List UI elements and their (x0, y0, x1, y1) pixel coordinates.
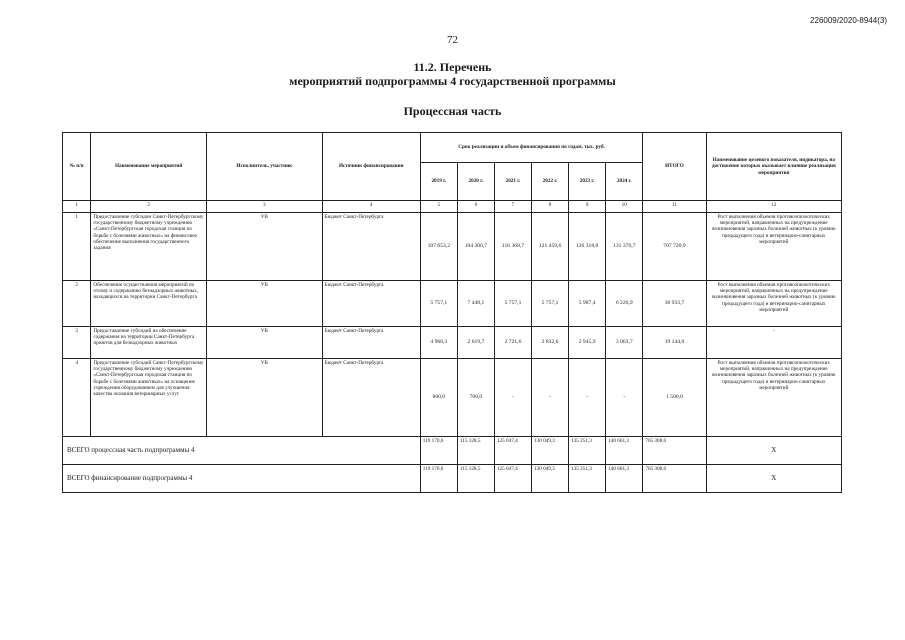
header-year: 2019 г. (420, 163, 457, 201)
index-cell: 11 (643, 201, 706, 213)
index-cell: 10 (606, 201, 643, 213)
index-cell: 12 (706, 201, 841, 213)
amount-cell: 7 448,1 (457, 281, 494, 327)
header-year: 2020 г. (457, 163, 494, 201)
amount-cell: 121 459,6 (532, 213, 569, 281)
amount-cell: - (606, 359, 643, 437)
funding-source: Бюджет Санкт-Петербурга (322, 213, 420, 281)
row-total: 1 500,0 (643, 359, 706, 437)
total-process-row (63, 437, 842, 465)
executor: УВ (206, 327, 322, 359)
document-id: 226009/2020-8944(3) (810, 16, 887, 25)
indicator: Рост выполнения объемов противоэпизоотических мероприятий, направленных на предупреждение возникновения заразных болезней животных (к уровню предыдущего года) и ветеринарно-санитарных мероприятий (706, 213, 841, 281)
amount-cell: - (532, 359, 569, 437)
amount-cell: - (494, 359, 531, 437)
row-number: 3 (63, 327, 91, 359)
total-financing-label: ВСЕГО финансирование подпрограммы 4 (63, 465, 421, 493)
total-amount: 130 049,3 (532, 437, 569, 465)
amount-cell: 104 300,7 (457, 213, 494, 281)
row-number: 2 (63, 281, 91, 327)
indicator: Рост выполнения объемов противоэпизоотических мероприятий, направленных на предупреждение возникновения заразных болезней животных (к уровню предыдущего года) и ветеринарно-санитарных мероприятий (706, 359, 841, 437)
total-amount: 119 170,6 (420, 437, 457, 465)
activity-name: Предоставление субсидии Санкт-Петербургскому государственному бюджетному учреждению «Санкт-Петербургская городская станция по борьбе с болезнями животных» на финансовое обеспечение выполнения государственного задания (91, 213, 207, 281)
activity-name: Обеспечение осуществления мероприятий по отлову и содержанию безнадзорных животных, находящихся на территории Санкт-Петербурга (91, 281, 207, 327)
indicator: Рост выполнения объемов противоэпизоотических мероприятий, направленных на предупреждение возникновения заразных болезней животных (к уровню предыдущего года) и ветеринарно-санитарных мероприятий (706, 281, 841, 327)
amount-cell: 126 318,0 (569, 213, 606, 281)
document-title-line-1: 11.2. Перечень (413, 60, 492, 74)
indicator: - (706, 327, 841, 359)
amount-cell: - (569, 359, 606, 437)
index-cell: 2 (91, 201, 207, 213)
executor: УВ (206, 213, 322, 281)
grand-total: 765 308,6 (643, 465, 706, 493)
amount-cell: 2 619,7 (457, 327, 494, 359)
row-total: 36 933,7 (643, 281, 706, 327)
executor: УВ (206, 281, 322, 327)
header-year: 2024 г. (606, 163, 643, 201)
header-name: Наименование мероприятий (91, 133, 207, 201)
table-row (63, 359, 842, 437)
not-applicable-mark: Х (706, 437, 841, 465)
total-amount: 115 128,5 (457, 465, 494, 493)
header-source: Источник финансирования (322, 133, 420, 201)
header-year: 2022 г. (532, 163, 569, 201)
header-year: 2023 г. (569, 163, 606, 201)
document-title-line-2: мероприятий подпрограммы 4 государственной программы (289, 74, 616, 88)
funding-source: Бюджет Санкт-Петербурга (322, 281, 420, 327)
amount-cell: 5 757,1 (494, 281, 531, 327)
amount-cell: 4 960,3 (420, 327, 457, 359)
index-cell: 1 (63, 201, 91, 213)
amount-cell: 3 063,7 (606, 327, 643, 359)
section-heading: Процессная часть (403, 104, 502, 118)
index-cell: 5 (420, 201, 457, 213)
amount-cell: 800,0 (420, 359, 457, 437)
index-cell: 9 (569, 201, 606, 213)
executor: УВ (206, 359, 322, 437)
amount-cell: 2 945,9 (569, 327, 606, 359)
header-indicator: Наименование целевого показателя, индикатора, на достижение которых оказывает влияние реализация мероприятия (706, 133, 841, 201)
total-financing-row (63, 465, 842, 493)
index-cell: 3 (206, 201, 322, 213)
row-number: 1 (63, 213, 91, 281)
total-amount: 140 661,3 (606, 465, 643, 493)
amount-cell: 131 370,7 (606, 213, 643, 281)
activity-name: Предоставление субсидий на обеспечение содержания на территории Санкт-Петербурга приютов для безнадзорных животных (91, 327, 207, 359)
amount-cell: 700,0 (457, 359, 494, 437)
total-amount: 125 047,4 (494, 437, 531, 465)
amount-cell: 5 987,4 (569, 281, 606, 327)
grand-total: 765 308,6 (643, 437, 706, 465)
amount-cell: 116 368,7 (494, 213, 531, 281)
header-year: 2021 г. (494, 163, 531, 201)
total-amount: 130 049,3 (532, 465, 569, 493)
amount-cell: 107 653,2 (420, 213, 457, 281)
not-applicable-mark: Х (706, 465, 841, 493)
index-cell: 6 (457, 201, 494, 213)
header-no: № п/п (63, 133, 91, 201)
activities-table (62, 132, 842, 493)
index-cell: 4 (322, 201, 420, 213)
row-total: 707 720,9 (643, 213, 706, 281)
index-cell: 8 (532, 201, 569, 213)
total-amount: 115 128,5 (457, 437, 494, 465)
amount-cell: 5 757,1 (420, 281, 457, 327)
column-index-row (63, 201, 842, 213)
row-number: 4 (63, 359, 91, 437)
total-amount: 125 047,4 (494, 465, 531, 493)
funding-source: Бюджет Санкт-Петербурга (322, 359, 420, 437)
total-amount: 135 251,3 (569, 465, 606, 493)
page-number: 72 (447, 34, 458, 46)
activity-name: Предоставление субсидий Санкт-Петербургскому государственному бюджетному учреждению «Санкт-Петербургская городская станция по борьбе с болезнями животных» на оснащение учреждения оборудованием для улучшения качества оказания ветеринарных услуг (91, 359, 207, 437)
total-amount: 119 170,6 (420, 465, 457, 493)
row-total: 19 144,0 (643, 327, 706, 359)
amount-cell: 2 721,6 (494, 327, 531, 359)
table-row (63, 327, 842, 359)
total-amount: 135 251,3 (569, 437, 606, 465)
total-process-label: ВСЕГО процессная часть подпрограммы 4 (63, 437, 421, 465)
funding-source: Бюджет Санкт-Петербурга (322, 327, 420, 359)
total-amount: 140 661,3 (606, 437, 643, 465)
header-executor: Исполнитель, участник (206, 133, 322, 201)
amount-cell: 5 757,1 (532, 281, 569, 327)
header-total: ИТОГО (643, 133, 706, 201)
table-row (63, 281, 842, 327)
amount-cell: 6 226,9 (606, 281, 643, 327)
index-cell: 7 (494, 201, 531, 213)
amount-cell: 2 832,6 (532, 327, 569, 359)
table-row (63, 213, 842, 281)
header-period: Срок реализации и объем финансирования по годам, тыс. руб. (420, 133, 643, 163)
